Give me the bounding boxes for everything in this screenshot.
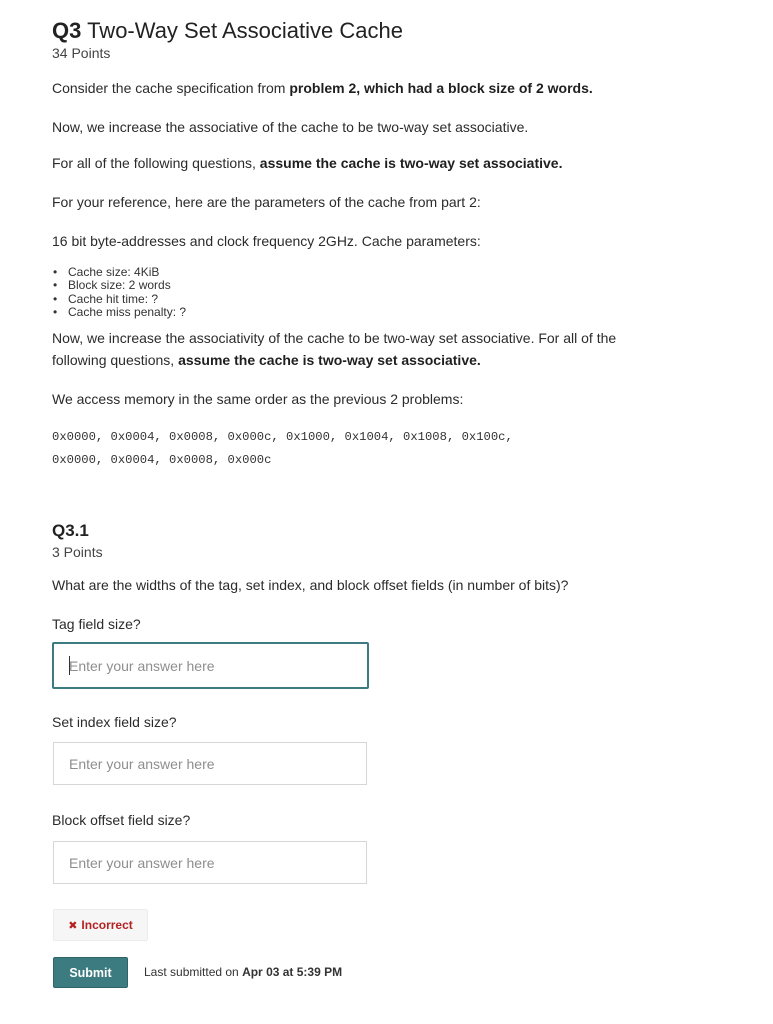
- last-submitted-date: Apr 03 at 5:39 PM: [242, 965, 343, 979]
- increase2-text: following questions,: [52, 352, 179, 368]
- params-paragraph: 16 bit byte-addresses and clock frequency 2GHz. Cache parameters:: [52, 233, 481, 249]
- increase2-line1: Now, we increase the associativity of the cache to be two-way set associative. For all of the: [52, 330, 617, 346]
- block-offset-field-label: Block offset field size?: [52, 812, 191, 828]
- status-badge: [53, 909, 148, 941]
- block-offset-field-input[interactable]: [53, 841, 367, 884]
- question-number: Q3: [52, 18, 82, 43]
- assume-paragraph: [52, 152, 562, 174]
- intro-bold: problem 2, which had a block size of 2 words.: [289, 80, 593, 96]
- question-points: 34 Points: [52, 45, 111, 61]
- last-submitted: [144, 965, 342, 979]
- set-index-field-label: Set index field size?: [52, 714, 177, 730]
- cache-params-list: [52, 266, 186, 319]
- question-title: [52, 18, 403, 44]
- list-item: • Block size: 2 words: [52, 279, 186, 292]
- subquestion-title: Q3.1: [52, 521, 89, 540]
- address-sequence-line1: 0x0000, 0x0004, 0x0008, 0x000c, 0x1000, 0x1004, 0x1008, 0x100c,: [52, 430, 513, 444]
- status-text: Incorrect: [81, 918, 133, 932]
- list-item: • Cache miss penalty: ?: [52, 306, 186, 319]
- tag-field-input[interactable]: [52, 642, 369, 689]
- intro-paragraph: [52, 77, 593, 99]
- assume-text: For all of the following questions,: [52, 155, 260, 171]
- address-sequence-line2: 0x0000, 0x0004, 0x0008, 0x000c: [52, 453, 272, 467]
- intro-text: Consider the cache specification from: [52, 80, 290, 96]
- subquestion-points: 3 Points: [52, 544, 103, 560]
- increase-paragraph: Now, we increase the associative of the cache to be two-way set associative.: [52, 119, 529, 135]
- reference-paragraph: For your reference, here are the parameters of the cache from part 2:: [52, 194, 481, 210]
- list-item: • Cache hit time: ?: [52, 293, 186, 306]
- increase2-bold: assume the cache is two-way set associative.: [178, 352, 481, 368]
- assume-bold: assume the cache is two-way set associative.: [259, 155, 563, 171]
- x-icon: ✖: [68, 919, 78, 932]
- set-index-field-input[interactable]: [53, 742, 367, 785]
- access-paragraph: We access memory in the same order as the previous 2 problems:: [52, 391, 464, 407]
- tag-field-label: Tag field size?: [52, 616, 141, 632]
- last-submitted-prefix: Last submitted on: [144, 965, 243, 979]
- increase2-line2: [52, 349, 481, 371]
- submit-button[interactable]: Submit: [53, 957, 128, 988]
- list-item: • Cache size: 4KiB: [52, 266, 186, 279]
- question-title-text: Two-Way Set Associative Cache: [87, 18, 403, 43]
- subquestion-prompt: What are the widths of the tag, set index, and block offset fields (in number of bits)?: [52, 577, 569, 593]
- text-cursor: [69, 656, 70, 675]
